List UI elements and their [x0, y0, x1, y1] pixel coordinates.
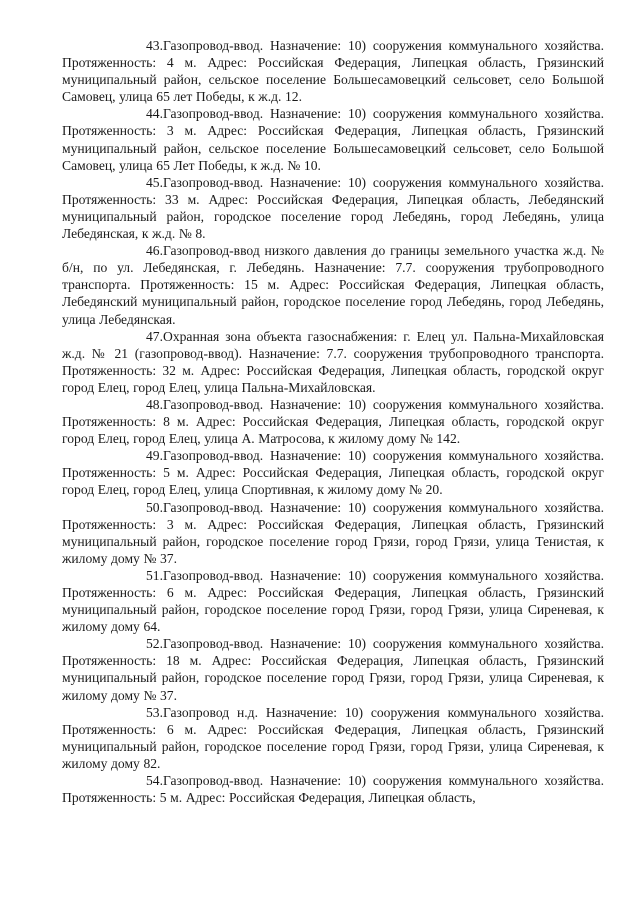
- item-number: 47.: [146, 328, 163, 344]
- item-text: Газопровод-ввод. Назначение: 10) сооружения коммунального хозяйства. Протяженность: 8 м. Адрес: Российская Федерация, Липецкая область, городской округ город Елец, город Елец, улица А. Матросова, к жилому дому № 142.: [62, 396, 604, 447]
- item-number: 49.: [146, 448, 163, 464]
- item-text: Охранная зона объекта газоснабжения: г. Елец ул. Пальна-Михайловская ж.д. № 21 (газопровод-ввод). Назначение: 7.7. сооружения трубопроводного транспорта. Протяженность: 32 м. Адрес: Российская Федерация, Липецкая область, городской округ город Елец, город Елец, улица Пальна-Михайловская.: [62, 328, 604, 395]
- item-text: Газопровод-ввод. Назначение: 10) сооружения коммунального хозяйства. Протяженность: 4 м. Адрес: Российская Федерация, Липецкая область, Грязинский муниципальный район, сельское поселение Большесамовецкий сельсовет, село Большой Самовец, улица 65 лет Победы, к ж.д. 12.: [62, 38, 604, 105]
- item-number: 52.: [146, 636, 163, 652]
- list-item-53: [62, 704, 604, 772]
- item-number: 48.: [146, 396, 163, 412]
- list-item-48: [62, 396, 604, 447]
- item-number: 51.: [146, 567, 163, 583]
- item-text: Газопровод-ввод. Назначение: 10) сооружения коммунального хозяйства. Протяженность: 6 м. Адрес: Российская Федерация, Липецкая область, Грязинский муниципальный район, городское поселение город Грязи, город Грязи, улица Сиреневая, к жилому дому 64.: [62, 567, 604, 635]
- list-item-43: [62, 37, 604, 105]
- item-text: Газопровод-ввод. Назначение: 10) сооружения коммунального хозяйства. Протяженность: 5 м. Адрес: Российская Федерация, Липецкая область, городской округ город Елец, город Елец, улица Спортивная, к жилому дому № 20.: [62, 448, 604, 498]
- item-text: Газопровод-ввод низкого давления до границы земельного участка ж.д. № б/н, по ул. Лебедянская, г. Лебедянь. Назначение: 7.7. сооружения трубопроводного транспорта. Протяженность: 15 м. Адрес: Российская Федерация, Липецкая область, Лебедянский муниципальный район, городское поселение город Лебедянь, город Лебедянь, улица Лебедянская.: [62, 243, 604, 327]
- list-item-44: [62, 105, 604, 173]
- item-number: 44.: [146, 106, 163, 122]
- item-number: 46.: [146, 243, 163, 259]
- list-item-45: [62, 174, 604, 242]
- list-item-50: [62, 499, 604, 567]
- list-item-52: [62, 635, 604, 703]
- list-item-49: [62, 447, 604, 498]
- item-number: 50.: [146, 499, 163, 515]
- list-item-54: [62, 772, 604, 806]
- item-number: 53.: [146, 704, 163, 720]
- item-text: Газопровод-ввод. Назначение: 10) сооружения коммунального хозяйства. Протяженность: 3 м. Адрес: Российская Федерация, Липецкая область, Грязинский муниципальный район, сельское поселение Большесамовецкий сельсовет, село Большой Самовец, улица 65 Лет Победы, к ж.д. № 10.: [62, 106, 604, 173]
- item-text: Газопровод н.д. Назначение: 10) сооружения коммунального хозяйства. Протяженность: 6 м. Адрес: Российская Федерация, Липецкая область, Грязинский муниципальный район, городское поселение город Грязи, город Грязи, улица Сиреневая, к жилому дому 82.: [62, 704, 604, 771]
- item-text: Газопровод-ввод. Назначение: 10) сооружения коммунального хозяйства. Протяженность: 3 м. Адрес: Российская Федерация, Липецкая область, Грязинский муниципальный район, городское поселение город Грязи, город Грязи, улица Тенистая, к жилому дому № 37.: [62, 499, 604, 566]
- item-number: 43.: [146, 38, 163, 53]
- item-number: 54.: [146, 773, 163, 789]
- list-item-46: [62, 242, 604, 327]
- item-text: Газопровод-ввод. Назначение: 10) сооружения коммунального хозяйства. Протяженность: 5 м. Адрес: Российская Федерация, Липецкая область,: [62, 773, 604, 806]
- item-text: Газопровод-ввод. Назначение: 10) сооружения коммунального хозяйства. Протяженность: 18 м. Адрес: Российская Федерация, Липецкая область, Грязинский муниципальный район, городское поселение город Грязи, город Грязи, улица Сиреневая, к жилому дому № 37.: [62, 636, 604, 703]
- item-number: 45.: [146, 174, 163, 190]
- item-text: Газопровод-ввод. Назначение: 10) сооружения коммунального хозяйства. Протяженность: 33 м. Адрес: Российская Федерация, Липецкая область, Лебедянский муниципальный район, городское поселение город Лебедянь, город Лебедянь, улица Лебедянская, к ж.д. № 8.: [62, 174, 604, 242]
- list-item-51: [62, 567, 604, 635]
- list-item-47: [62, 328, 604, 396]
- document-body: [62, 37, 604, 806]
